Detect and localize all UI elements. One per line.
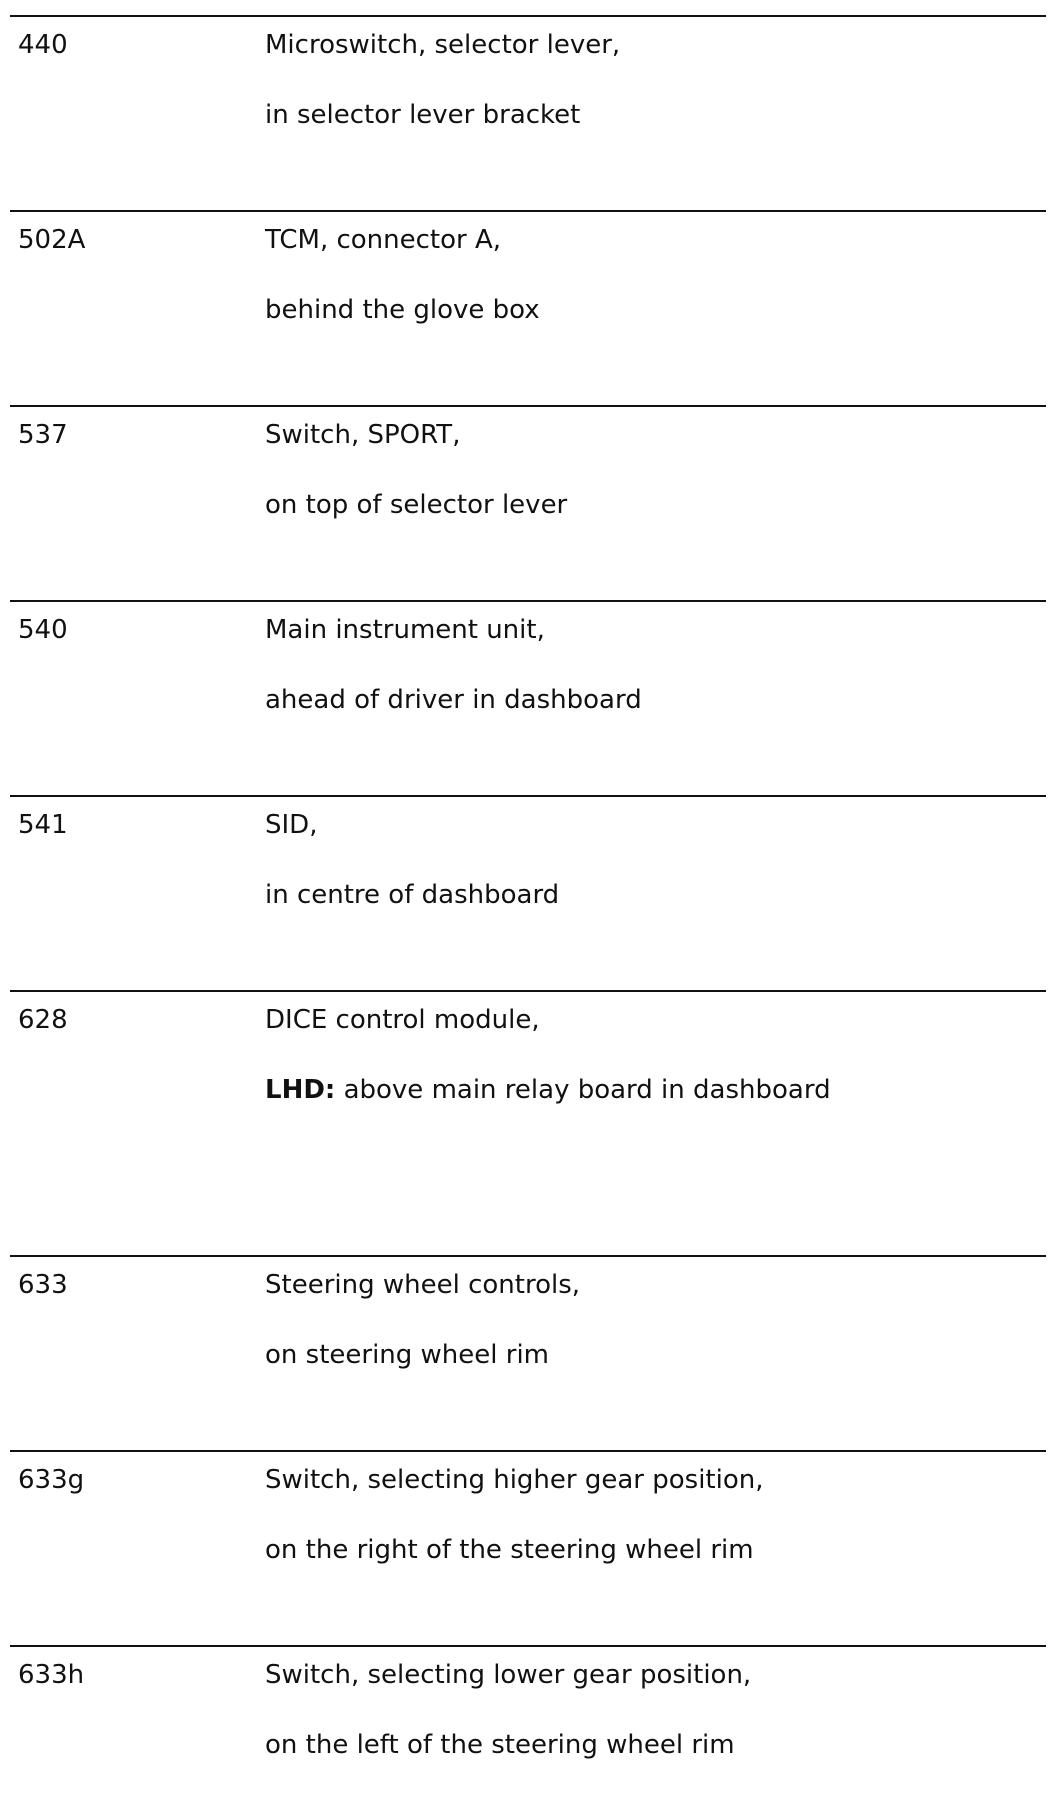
component-title: Switch, SPORT,: [265, 420, 461, 450]
component-location-label: LHD:: [265, 1075, 336, 1105]
table-row: [10, 405, 1046, 600]
component-code: 540: [18, 615, 68, 645]
component-title: DICE control module,: [265, 1005, 540, 1035]
component-description: [265, 224, 540, 326]
table-row: [10, 1645, 1046, 1785]
component-description: [265, 1004, 831, 1106]
component-code: 502A: [18, 225, 86, 255]
component-title: Switch, selecting lower gear position,: [265, 1660, 752, 1690]
component-title: TCM, connector A,: [265, 225, 502, 255]
component-location-line: [265, 1074, 831, 1106]
component-location: above main relay board in dashboard: [335, 1075, 831, 1105]
component-title: Main instrument unit,: [265, 615, 545, 645]
table-row: [10, 600, 1046, 795]
component-code: 633h: [18, 1660, 85, 1690]
component-description: [265, 1659, 751, 1761]
component-location: in centre of dashboard: [265, 880, 560, 910]
table-row: [10, 990, 1046, 1255]
component-description: [265, 419, 567, 521]
table-row: [10, 1450, 1046, 1645]
component-description: [265, 614, 642, 716]
component-description: [265, 29, 620, 131]
table-row: [10, 795, 1046, 990]
table-row: [10, 1255, 1046, 1450]
table-row: [10, 210, 1046, 405]
component-title: Switch, selecting higher gear position,: [265, 1465, 764, 1495]
table-row: [10, 15, 1046, 210]
component-location: on top of selector lever: [265, 490, 568, 520]
component-location: ahead of driver in dashboard: [265, 685, 642, 715]
component-code: 628: [18, 1005, 68, 1035]
component-code: 537: [18, 420, 68, 450]
component-title: SID,: [265, 810, 318, 840]
component-location: on the left of the steering wheel rim: [265, 1730, 735, 1760]
component-description: [265, 809, 559, 911]
component-description: [265, 1269, 580, 1371]
component-title: Microswitch, selector lever,: [265, 30, 621, 60]
component-code: 633g: [18, 1465, 85, 1495]
component-code: 440: [18, 30, 68, 60]
component-title: Steering wheel controls,: [265, 1270, 581, 1300]
component-location: in selector lever bracket: [265, 100, 581, 130]
component-location: on steering wheel rim: [265, 1340, 550, 1370]
component-location: on the right of the steering wheel rim: [265, 1535, 754, 1565]
component-code: 633: [18, 1270, 68, 1300]
component-description: [265, 1464, 763, 1566]
component-location: behind the glove box: [265, 295, 540, 325]
component-list: [10, 15, 1046, 1785]
component-code: 541: [18, 810, 68, 840]
